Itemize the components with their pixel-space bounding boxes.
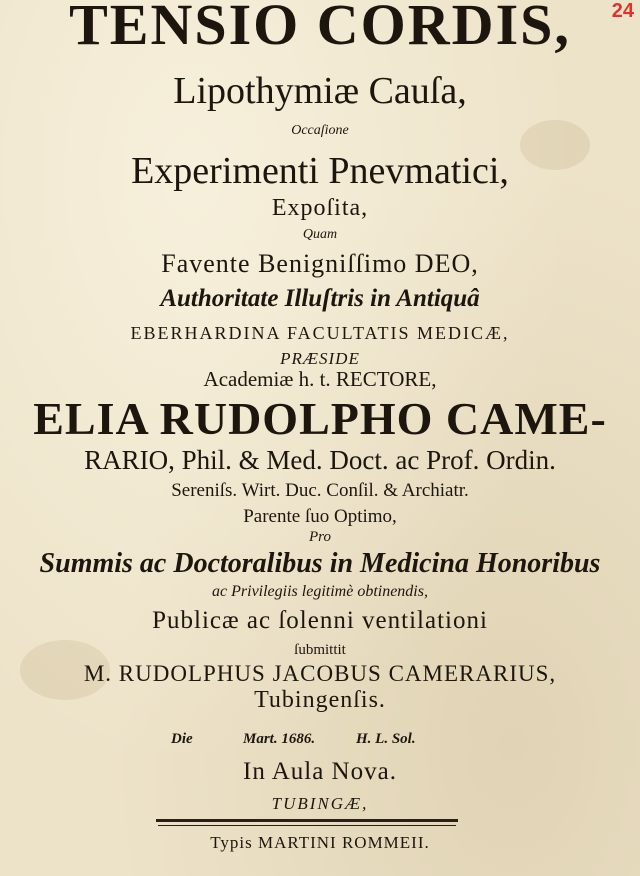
date-month-year: Mart. 1686. bbox=[243, 731, 316, 747]
location-line: In Aula Nova. bbox=[243, 758, 397, 785]
printer-line: Typis MARTINI ROMMEII. bbox=[210, 833, 430, 852]
date-hour: H. L. Sol. bbox=[356, 731, 416, 747]
experiment-title: Experimenti Pnevmatici, bbox=[131, 150, 509, 192]
praeses-name-line-1: ELIA RUDOLPHO CAME- bbox=[33, 393, 607, 444]
submittit-text: ſubmittit bbox=[294, 642, 346, 658]
date-die: Die bbox=[171, 731, 193, 747]
praeses-name-line-2: RARIO, Phil. & Med. Doct. ac Prof. Ordin. bbox=[84, 445, 556, 475]
respondent-name: M. RUDOLPHUS JACOBUS CAMERARIUS, bbox=[83, 661, 557, 686]
respondent-origin: Tubingenſis. bbox=[254, 687, 386, 713]
page-number: 24 bbox=[611, 0, 634, 22]
privilegiis-line: ac Privilegiis legitimè obtinendis, bbox=[212, 583, 428, 600]
subtitle: Lipothymiæ Cauſa, bbox=[173, 70, 467, 112]
favente-line: Favente Benigniſſimo DEO, bbox=[161, 249, 479, 278]
city-line: TUBINGÆ, bbox=[271, 794, 369, 813]
divider-rule-thin bbox=[158, 825, 456, 826]
honoribus-line: Summis ac Doctoralibus in Medicina Honoribus bbox=[39, 548, 601, 579]
authoritate-line: Authoritate Illuſtris in Antiquâ bbox=[160, 285, 480, 312]
exposita-text: Expoſita, bbox=[271, 195, 369, 221]
divider-rule bbox=[156, 819, 458, 822]
pro-text: Pro bbox=[309, 529, 331, 545]
ventilationi-line: Publicæ ac ſolenni ventilationi bbox=[152, 607, 488, 634]
main-title: TENSIO CORDIS, bbox=[69, 0, 571, 57]
praeside-label: PRÆSIDE bbox=[280, 349, 360, 368]
quam-text: Quam bbox=[302, 227, 338, 242]
praeses-titles: Sereniſs. Wirt. Duc. Conſil. & Archiatr. bbox=[171, 480, 469, 501]
occasione-text: Occaſione bbox=[291, 123, 349, 138]
rectore-line: Academiæ h. t. RECTORE, bbox=[203, 367, 437, 391]
faculty-line: EBERHARDINA FACULTATIS MEDICÆ, bbox=[130, 323, 510, 343]
parente-line: Parente ſuo Optimo, bbox=[243, 506, 397, 527]
